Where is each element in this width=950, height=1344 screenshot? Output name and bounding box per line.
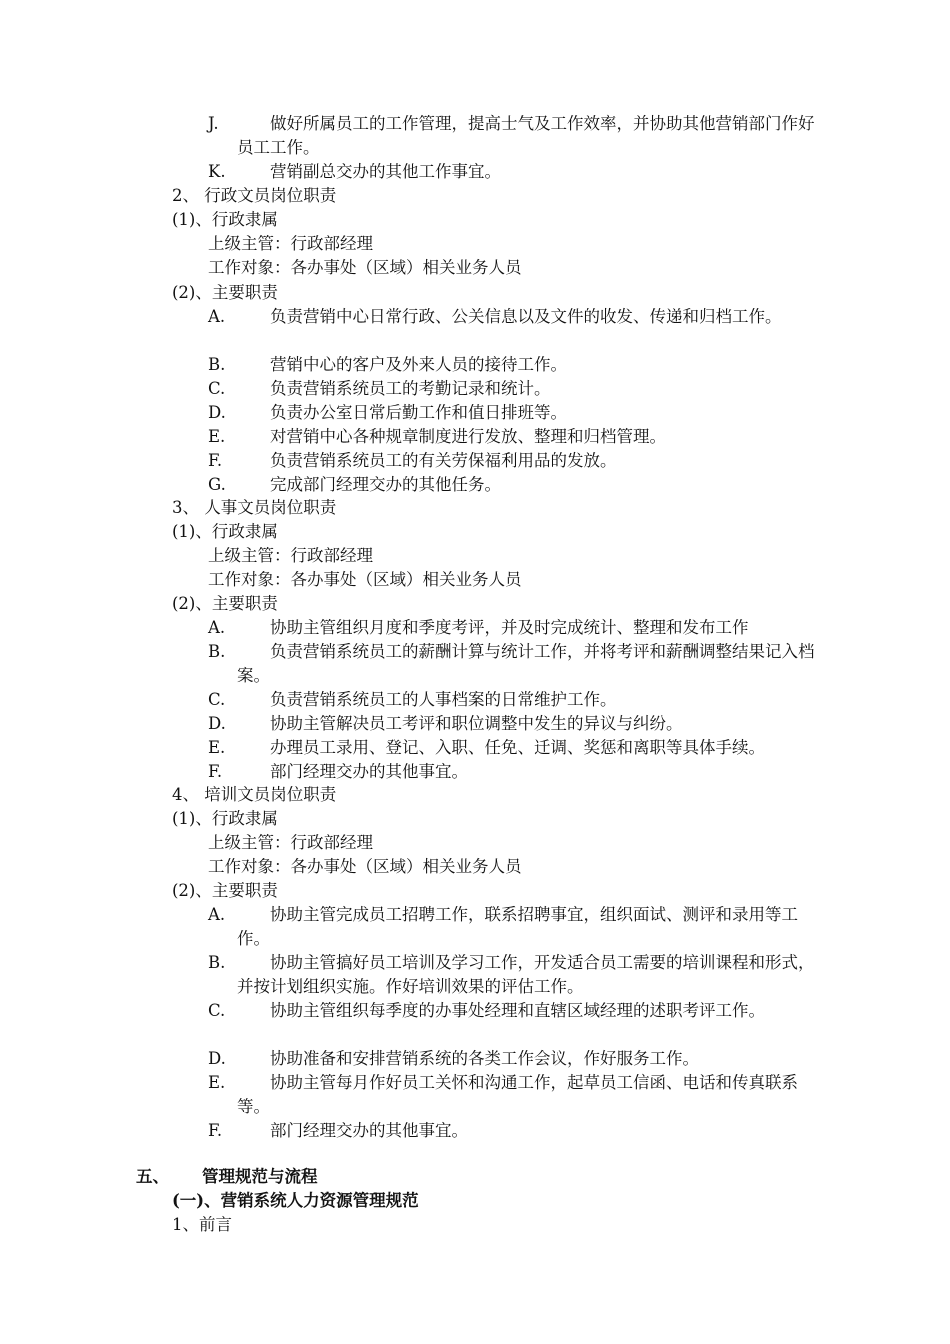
preface-heading: 1、前言: [172, 1215, 232, 1234]
list-item: [208, 736, 828, 760]
list-item: [208, 401, 828, 425]
item-text: 完成部门经理交办的其他任务。: [270, 475, 501, 494]
item-letter: C.: [208, 690, 226, 709]
list-item: [208, 688, 828, 712]
list-item: [208, 353, 828, 377]
item-letter: G.: [208, 475, 226, 494]
item-text: 负责办公室日常后勤工作和值日排班等。: [270, 403, 567, 422]
item-letter: A.: [208, 618, 226, 637]
item-text: 部门经理交办的其他事宜。: [270, 1121, 468, 1140]
item-letter: D.: [208, 714, 226, 733]
item-letter: F.: [208, 1121, 223, 1140]
subheading: (1)、行政隶属: [172, 522, 278, 541]
item-letter: D.: [208, 1049, 226, 1068]
item-text: 协助主管解决员工考评和职位调整中发生的异议与纠纷。: [270, 714, 683, 733]
item-letter: F.: [208, 762, 223, 781]
list-item: [208, 449, 828, 473]
section-heading-2: 2、 行政文员岗位职责: [172, 186, 337, 205]
item-letter: K.: [208, 162, 226, 181]
item-text: 负责营销系统员工的薪酬计算与统计工作，并将考评和薪酬调整结果记入档案。: [237, 642, 815, 685]
item-letter: B.: [208, 642, 226, 661]
item-text: 协助主管每月作好员工关怀和沟通工作，起草员工信函、电话和传真联系等。: [237, 1073, 798, 1116]
work-target-line: 工作对象：各办事处（区域）相关业务人员: [208, 570, 522, 589]
list-item: [208, 999, 828, 1023]
item-text: 办理员工录用、登记、入职、任免、迁调、奖惩和离职等具体手续。: [270, 738, 765, 757]
item-letter: E.: [208, 738, 226, 757]
supervisor-line: 上级主管：行政部经理: [208, 234, 373, 253]
supervisor-line: 上级主管：行政部经理: [208, 546, 373, 565]
item-letter: C.: [208, 379, 226, 398]
list-item: [208, 903, 828, 950]
item-letter: A.: [208, 905, 226, 924]
list-item: [208, 377, 828, 401]
item-text: 负责营销系统员工的考勤记录和统计。: [270, 379, 551, 398]
item-text: 负责营销系统员工的人事档案的日常维护工作。: [270, 690, 617, 709]
item-letter: D.: [208, 403, 226, 422]
list-item: [208, 305, 828, 329]
list-item: [208, 640, 828, 687]
work-target-line: 工作对象：各办事处（区域）相关业务人员: [208, 857, 522, 876]
item-text: 协助主管组织每季度的办事处经理和直辖区域经理的述职考评工作。: [270, 1001, 765, 1020]
list-item: [208, 473, 828, 497]
subheading: (2)、主要职责: [172, 283, 278, 302]
list-item: [208, 1119, 828, 1143]
subheading: (2)、主要职责: [172, 881, 278, 900]
list-item: [208, 616, 828, 640]
list-item: [208, 425, 828, 449]
list-item: [208, 1047, 828, 1071]
supervisor-line: 上级主管：行政部经理: [208, 833, 373, 852]
item-letter: E.: [208, 427, 226, 446]
item-text: 营销副总交办的其他工作事宜。: [270, 162, 501, 181]
subsection-title: (一)、营销系统人力资源管理规范: [172, 1191, 419, 1210]
item-text: 对营销中心各种规章制度进行发放、整理和归档管理。: [270, 427, 666, 446]
list-item: [208, 951, 828, 998]
item-letter: A.: [208, 307, 226, 326]
list-item: [208, 160, 828, 184]
list-item: [208, 1071, 828, 1118]
list-item: [208, 760, 828, 784]
item-text: 做好所属员工的工作管理，提高士气及工作效率，并协助其他营销部门作好员工工作。: [237, 114, 815, 157]
section-heading-3: 3、 人事文员岗位职责: [172, 498, 337, 517]
section-heading-4: 4、 培训文员岗位职责: [172, 785, 337, 804]
section-number: 五、: [136, 1167, 169, 1186]
item-letter: B.: [208, 953, 226, 972]
subheading: (1)、行政隶属: [172, 210, 278, 229]
item-letter: J.: [208, 114, 219, 133]
item-letter: E.: [208, 1073, 226, 1092]
item-text: 协助主管搞好员工培训及学习工作，开发适合员工需要的培训课程和形式，并按计划组织实施。作好培训效果的评估工作。: [237, 953, 815, 996]
item-text: 营销中心的客户及外来人员的接待工作。: [270, 355, 567, 374]
item-text: 负责营销中心日常行政、公关信息以及文件的收发、传递和归档工作。: [270, 307, 782, 326]
item-letter: C.: [208, 1001, 226, 1020]
item-letter: F.: [208, 451, 223, 470]
item-text: 协助准备和安排营销系统的各类工作会议，作好服务工作。: [270, 1049, 699, 1068]
item-text: 协助主管组织月度和季度考评，并及时完成统计、整理和发布工作: [270, 618, 749, 637]
subheading: (2)、主要职责: [172, 594, 278, 613]
subheading: (1)、行政隶属: [172, 809, 278, 828]
item-text: 负责营销系统员工的有关劳保福利用品的发放。: [270, 451, 617, 470]
list-item: [208, 712, 828, 736]
item-text: 部门经理交办的其他事宜。: [270, 762, 468, 781]
item-text: 协助主管完成员工招聘工作，联系招聘事宜，组织面试、测评和录用等工作。: [237, 905, 798, 948]
list-item: [208, 112, 828, 159]
section-title: 管理规范与流程: [202, 1167, 318, 1186]
item-letter: B.: [208, 355, 226, 374]
work-target-line: 工作对象：各办事处（区域）相关业务人员: [208, 258, 522, 277]
